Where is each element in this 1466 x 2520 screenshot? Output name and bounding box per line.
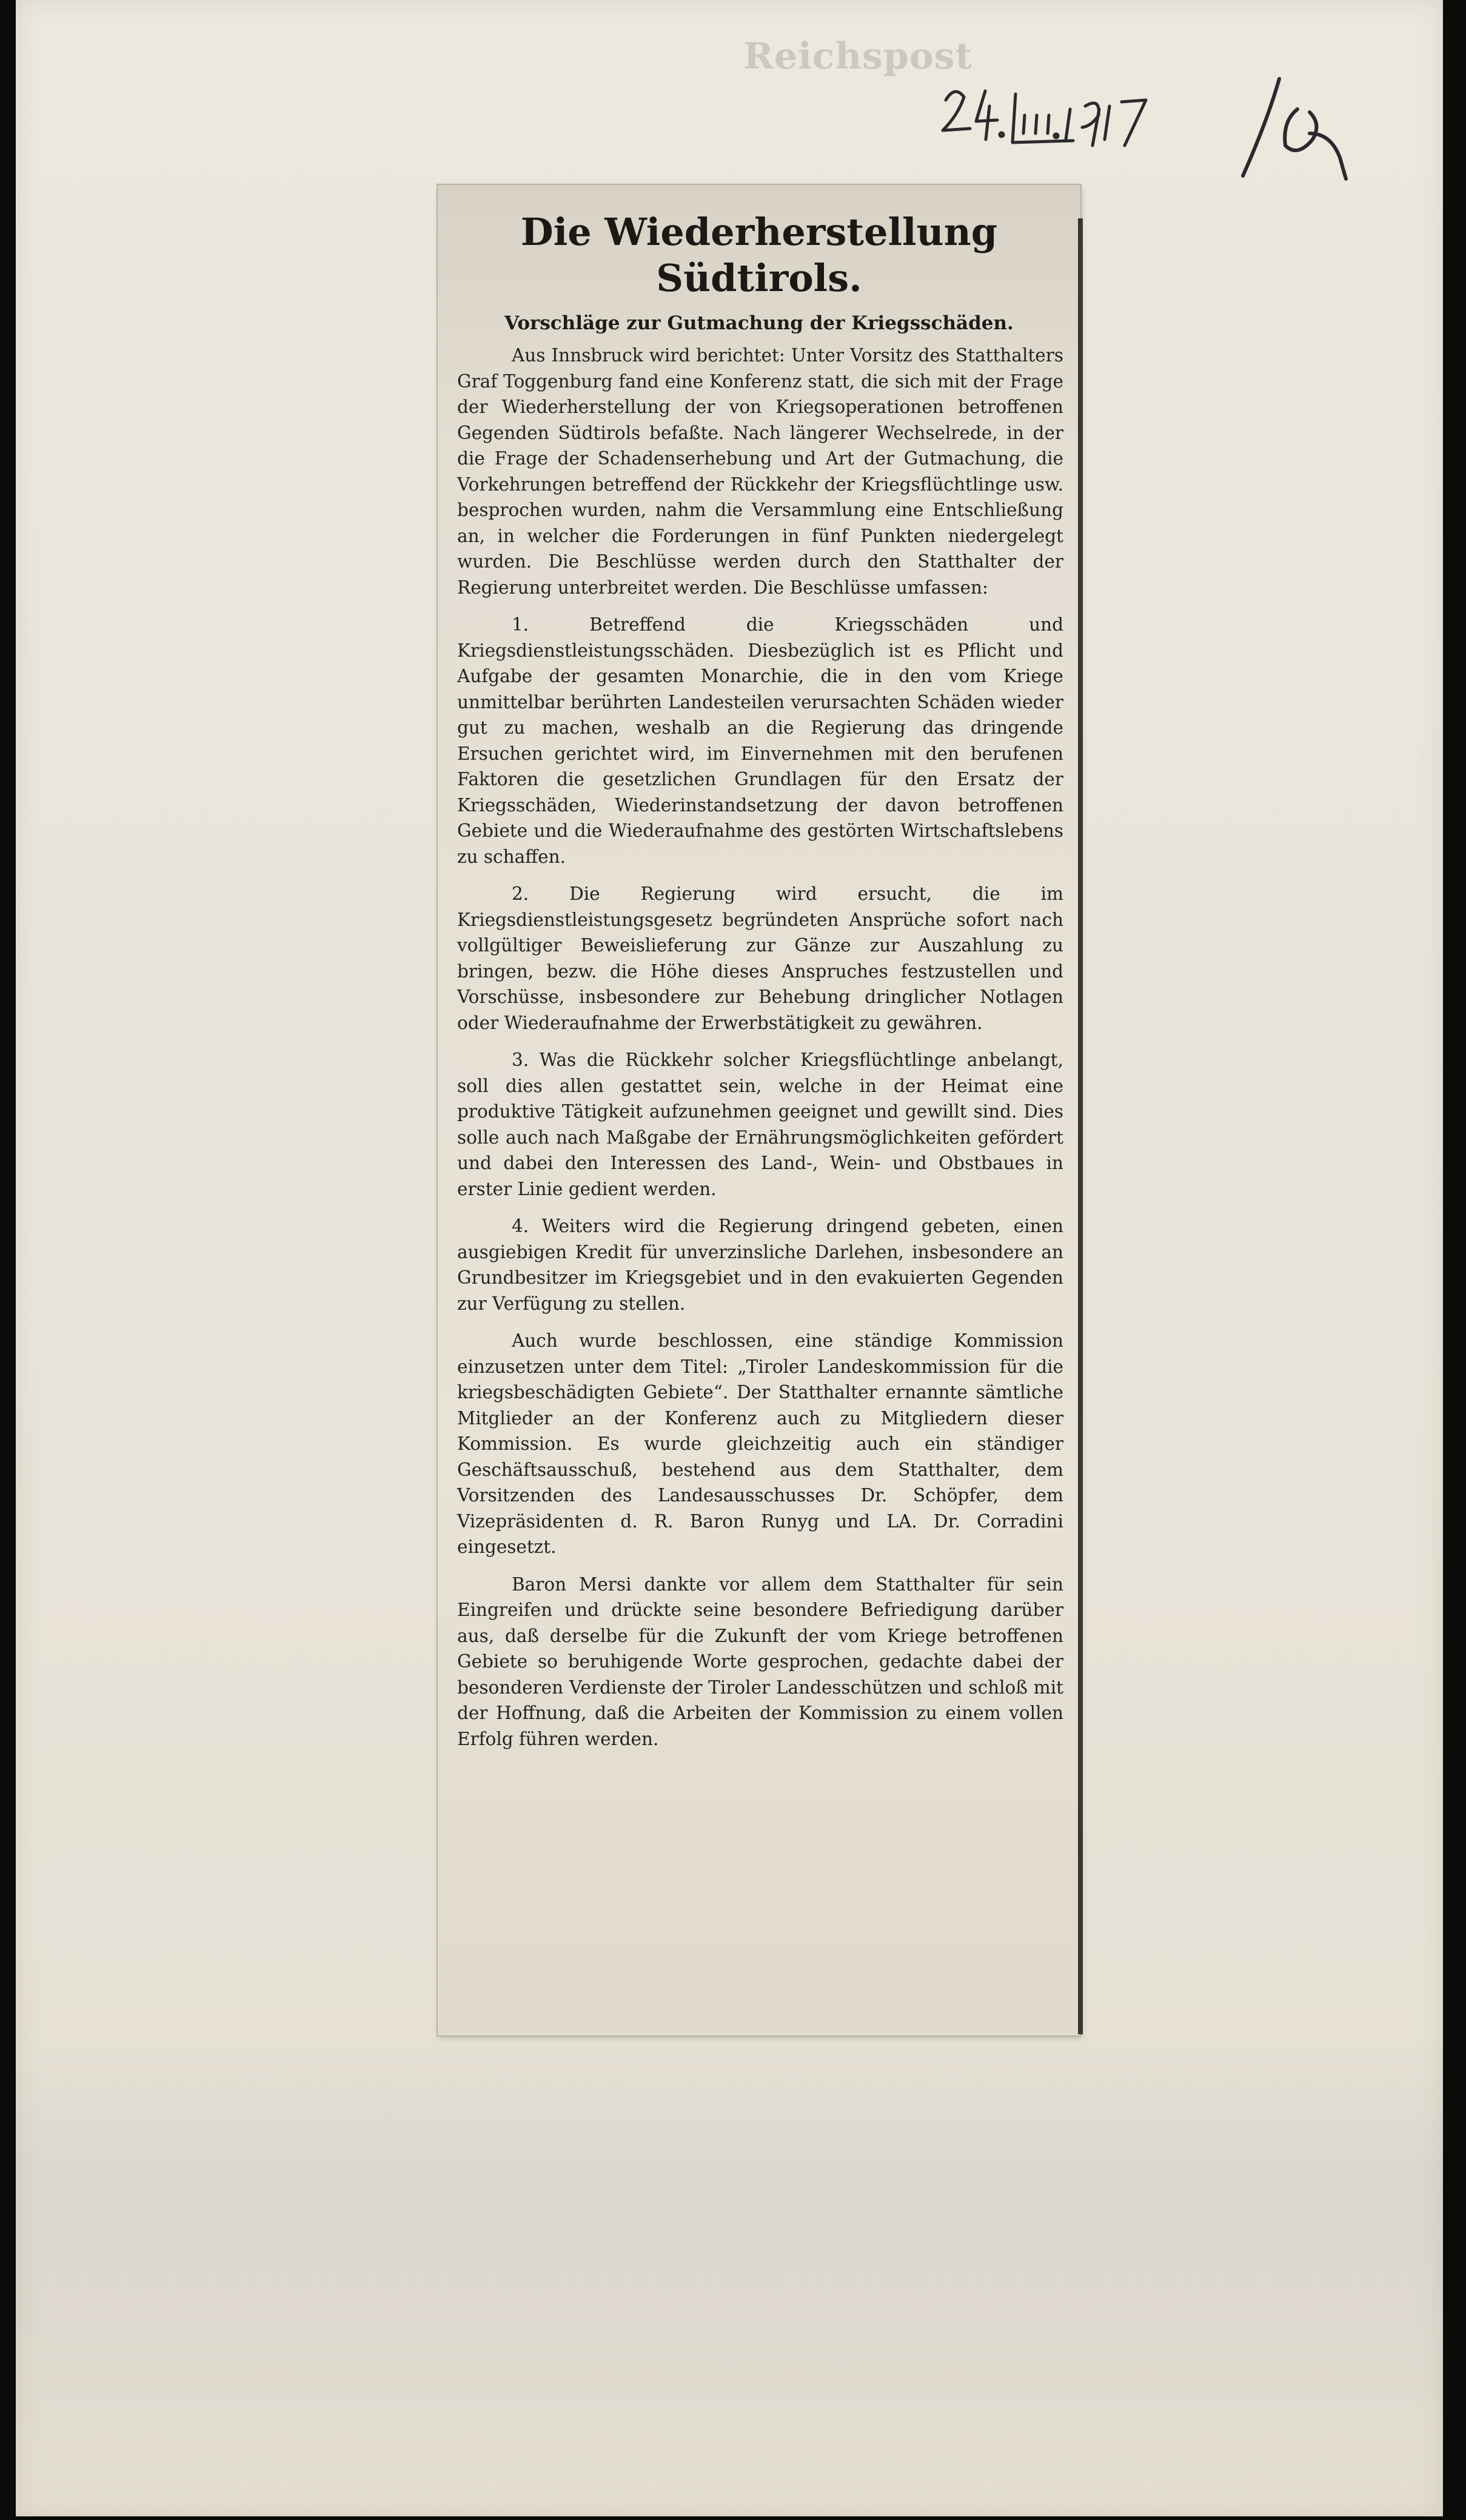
paragraph-point-4: 4. Weiters wird die Regierung dringend gebeten, einen ausgiebigen Kredit für unverzinsliche Darlehen, insbesondere an Grundbesitzer im Kriegsgebiet und in den evakuierten Gegenden zur Verfügung zu stellen. (457, 1216, 1063, 1314)
paragraph-commission: Auch wurde beschlossen, eine ständige Kommission einzusetzen unter dem Titel: „Tiroler Landeskommission für die kriegsbeschädigten Gebiete“. Der Statthalter ernannte sämtliche Mitglieder an der Konferenz auch zu Mitgliedern dieser Kommission. Es wurde gleichzeitig auch ein ständiger Geschäftsausschuß, bestehend aus dem Statthalter, dem Vorsitzenden des Landesausschusses Dr. Schöpfer, dem Vizepräsidenten d. R. Baron Runyg und LA. Dr. Corradini eingesetzt. (457, 1330, 1063, 1557)
handwritten-sheet-number (1225, 67, 1364, 188)
handwritten-date-annotation (928, 73, 1182, 164)
article-body (457, 343, 1063, 1752)
newspaper-clipping (438, 185, 1080, 2036)
paper-stain (16, 2037, 1443, 2516)
newspaper-name-stamp: Reichspost (743, 35, 973, 78)
article-subheadline: Vorschläge zur Gutmachung der Kriegsschäden. (504, 312, 1014, 334)
article-headline (486, 209, 1032, 301)
paragraph-intro: Aus Innsbruck wird berichtet: Unter Vorsitz des Statthalters Graf Toggenburg fand eine Konferenz statt, die sich mit der Frage der Wiederherstellung der von Kriegsoperationen betroffenen Gegenden Südtirols befaßte. Nach längerer Wechselrede, in der die Frage der Schadenserhebung und Art der Gutmachung, die Vorkehrungen betreffend der Rückkehr der Kriegsflüchtlinge usw. besprochen wurden, nahm die Versammlung eine Entschließung an, in welcher die Forderungen in fünf Punkten niedergelegt wurden. Die Beschlüsse werden durch den Statthalter der Regierung unterbreitet werden. Die Beschlüsse umfassen: (457, 345, 1063, 598)
clipping-shadow-edge (1078, 218, 1083, 2034)
paragraph-point-1: 1. Betreffend die Kriegsschäden und Kriegsdienstleistungsschäden. Diesbezüglich ist es Pflicht und Aufgabe der gesamten Monarchie, die in den vom Kriege unmittelbar berührten Landesteilen verursachten Schäden wieder gut zu machen, weshalb an die Regierung das dringende Ersuchen gerichtet wird, im Einvernehmen mit den berufenen Faktoren die gesetzlichen Grundlagen für den Ersatz der Kriegsschäden, Wiederinstandsetzung der davon betroffenen Gebiete und die Wiederaufnahme des gestörten Wirtschaftslebens zu schaffen. (457, 614, 1063, 867)
paragraph-point-3: 3. Was die Rückkehr solcher Kriegsflüchtlinge anbelangt, soll dies allen gestattet sein, welche in der Heimat eine produktive Tätigkeit aufzunehmen geeignet und gewillt sind. Dies solle auch nach Maßgabe der Ernährungsmöglichkeiten gefördert und dabei den Interessen des Land-, Wein- und Obstbaues in erster Linie gedient werden. (457, 1050, 1063, 1199)
paragraph-point-2: 2. Die Regierung wird ersucht, die im Kriegsdienstleistungsgesetz begründeten Ansprüche sofort nach vollgültiger Beweislieferung zur Gänze zur Auszahlung zu bringen, bezw. die Höhe dieses Anspruches festzustellen und Vorschüsse, insbesondere zur Behebung dringlicher Notlagen oder Wiederaufnahme der Erwerbstätigkeit zu gewähren. (457, 883, 1063, 1033)
headline-line-1: Die Wiederherstellung (520, 210, 998, 254)
paragraph-closing: Baron Mersi dankte vor allem dem Statthalter für sein Eingreifen und drückte seine besondere Befriedigung darüber aus, daß derselbe für die Zukunft der vom Kriege betroffenen Gebiete so beruhigende Worte gesprochen, gedachte dabei der besonderen Verdienste der Tiroler Landesschützen und schloß mit der Hoffnung, daß die Arbeiten der Kommission zu einem vollen Erfolg führen werden. (457, 1573, 1063, 1749)
headline-line-2: Südtirols. (656, 256, 862, 300)
